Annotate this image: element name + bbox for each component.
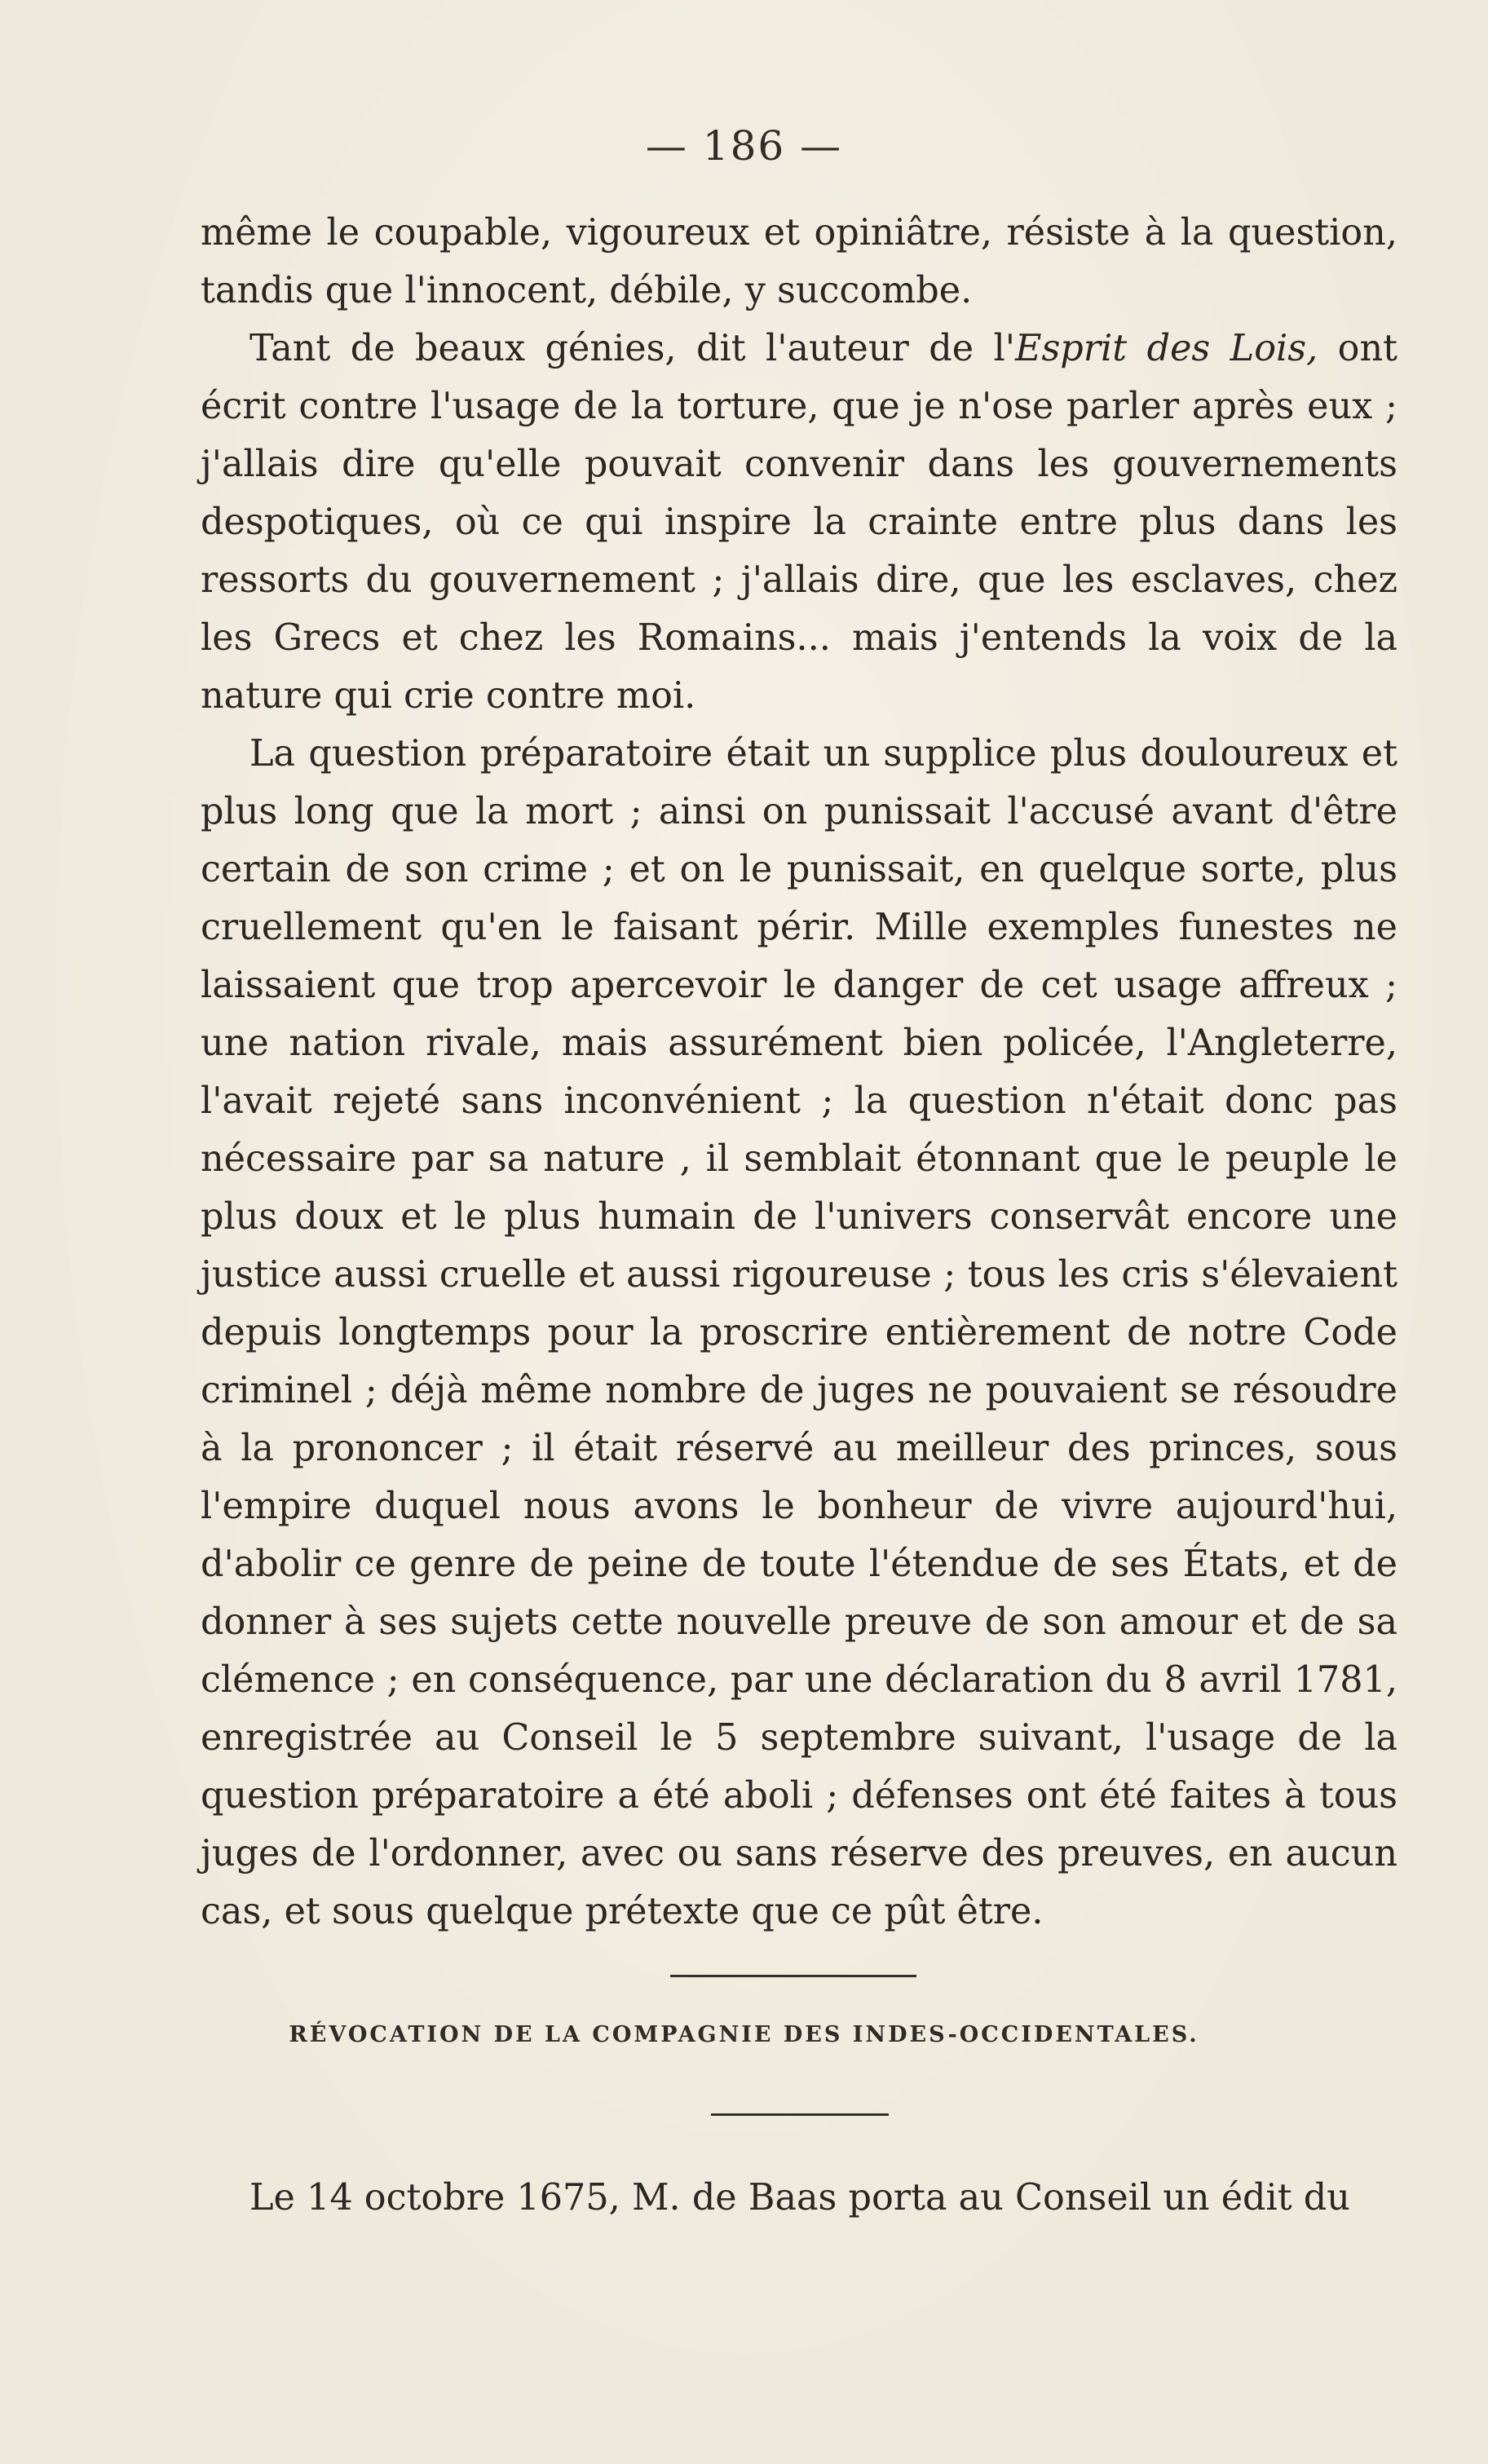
paragraph-esprit-des-lois (201, 320, 1397, 725)
paragraph-first-line: Le 14 octobre 1675, M. de Baas porta au Conseil un édit du (249, 2177, 1350, 2219)
section-body (201, 2169, 1397, 2227)
paragraph-continuation: même le coupable, vigoureux et opiniâtre, résiste à la question, tandis que l'innocent, débile, y succombe. (201, 212, 1397, 311)
paragraph-text-after: ont écrit contre l'usage de la torture, que je n'ose parler après eux ; j'allais dire qu'elle pouvait convenir dans les gouvernements despotiques, où ce qui inspire la crainte entre plus dans les ressorts du gouvernement ; j'allais dire, que les esclaves, chez les Grecs et chez les Romains... mais j'entends la voix de la nature qui crie contre moi. (201, 328, 1398, 717)
paragraph-text-before: Tant de beaux génies, dit l'auteur de l' (249, 328, 1015, 369)
divider-rule-top (670, 1975, 916, 1977)
section-heading: RÉVOCATION DE LA COMPAGNIE DES INDES-OCCIDENTALES. (289, 2022, 1199, 2047)
book-title-italic: Esprit des Lois, (1014, 328, 1318, 369)
body-text (201, 204, 1397, 1941)
page-number: — 186 — (645, 122, 843, 170)
paragraph-question-preparatoire: La question préparatoire était un supplice plus douloureux et plus long que la mort ; ainsi on punissait l'accusé avant d'être certain de son crime ; et on le punissait, en quelque sorte, plus cruellement qu'en le faisant périr. Mille exemples funestes ne laissaient que trop apercevoir le danger de cet usage affreux ; une nation rivale, mais assurément bien policée, l'Angleterre, l'avait rejeté sans inconvénient ; la question n'était donc pas nécessaire par sa nature , il semblait étonnant que le peuple le plus doux et le plus humain de l'univers conservât encore une justice aussi cruelle et aussi rigoureuse ; tous les cris s'élevaient depuis longtemps pour la proscrire entièrement de notre Code criminel ; déjà même nombre de juges ne pouvaient se résoudre à la prononcer ; il était réservé au meilleur des princes, sous l'empire duquel nous avons le bonheur de vivre aujourd'hui, d'abolir ce genre de peine de toute l'étendue de ses États, et de donner à ses sujets cette nouvelle preuve de son amour et de sa clémence ; en conséquence, par une déclaration du 8 avril 1781, enregistrée au Conseil le 5 septembre suivant, l'usage de la question préparatoire a été aboli ; défenses ont été faites à tous juges de l'ordonner, avec ou sans réserve des preuves, en aucun cas, et sous quelque prétexte que ce pût être. (201, 733, 1397, 1932)
divider-rule-bottom (711, 2113, 889, 2116)
